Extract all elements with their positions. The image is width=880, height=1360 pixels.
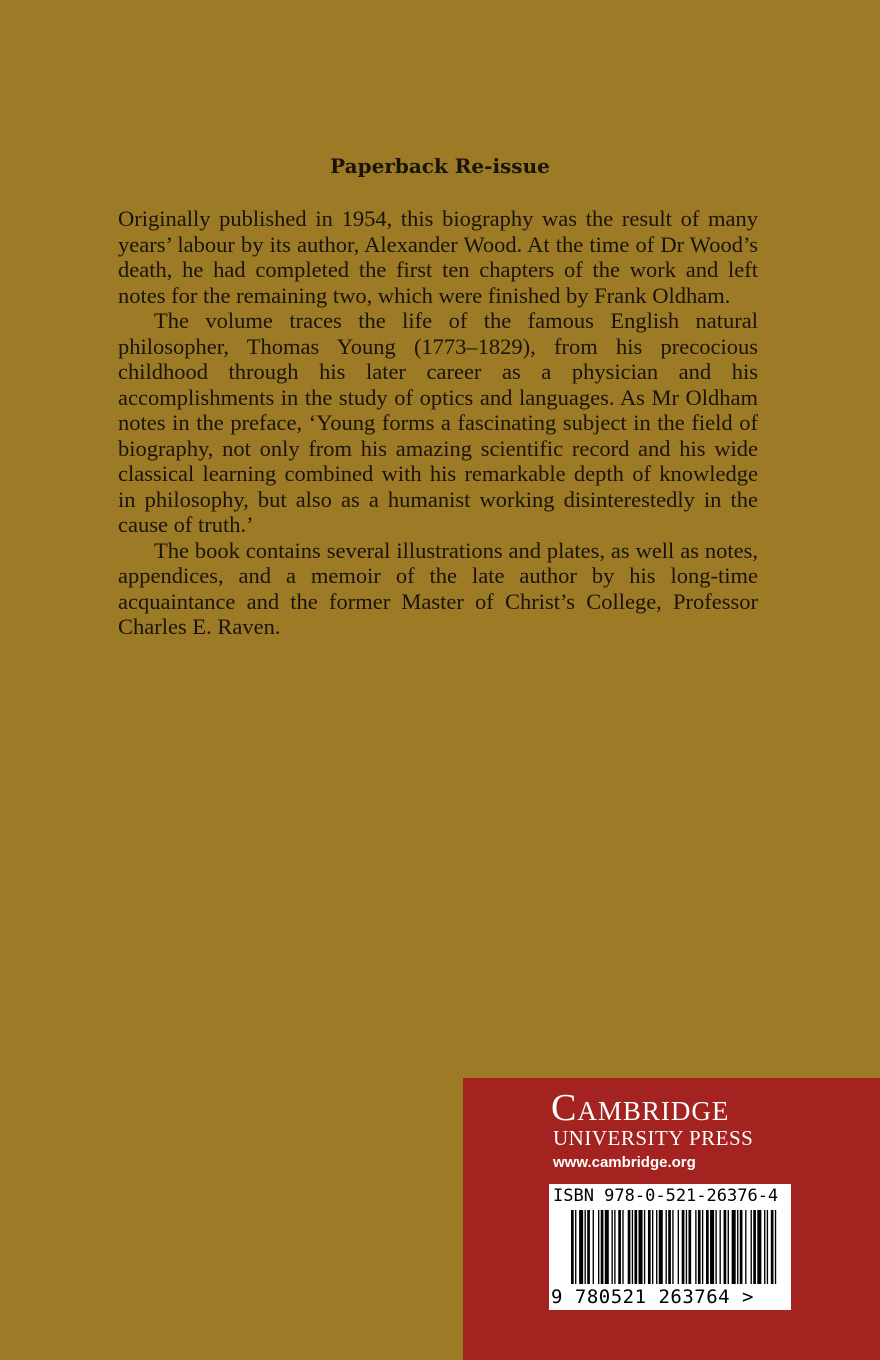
barcode-bar xyxy=(612,1210,613,1284)
barcode-bar xyxy=(706,1210,709,1284)
barcode-bar xyxy=(585,1210,586,1284)
publisher-url: www.cambridge.org xyxy=(553,1154,696,1171)
barcode-bar xyxy=(614,1210,615,1284)
barcode-digits: 9 780521 263764 > xyxy=(551,1286,754,1308)
barcode-bar xyxy=(605,1210,609,1284)
blurb-paragraph-3: The book contains several illustrations and plates, as well as notes, appendices, and a memoir of the late author by his long-time acquaintance and the former Master of Christ’s College, Professor Charles E. Raven. xyxy=(118,537,758,639)
barcode-bar xyxy=(632,1210,633,1284)
barcode-bar xyxy=(764,1210,765,1284)
barcode-bar xyxy=(698,1210,701,1284)
barcode-bar xyxy=(751,1210,752,1284)
barcode-bar xyxy=(622,1210,623,1284)
blurb-paragraph-1: Originally published in 1954, this biography was the result of many years’ labour by its author, Alexander Wood. At the time of Dr Wood’s death, he had completed the first ten chapters of the work and left notes for the remaining two, which were finished by Frank Oldham. xyxy=(118,206,758,308)
barcode-bar xyxy=(579,1210,583,1284)
barcode-bar xyxy=(688,1210,691,1284)
reissue-heading: Paperback Re-issue xyxy=(330,154,550,178)
barcode-bar xyxy=(702,1210,703,1284)
barcode-box xyxy=(549,1184,791,1310)
barcode-bar xyxy=(737,1210,738,1284)
barcode-bar xyxy=(740,1210,743,1284)
cover-blurb xyxy=(118,206,758,640)
blurb-paragraph-2: The volume traces the life of the famous English natural philosopher, Thomas Young (1773–1829), from his precocious childhood through his later career as a physician and his accomplishments in the study of optics and languages. As Mr Oldham notes in the preface, ‘Young forms a fascinating subject in the field of biography, not only from his amazing scientific record and his wide classical learning combined with his remarkable depth of knowledge in philosophy, but also as a humanist working disinterestedly in the cause of truth.’ xyxy=(118,308,758,537)
barcode-bar xyxy=(648,1210,651,1284)
barcode-bar xyxy=(656,1210,657,1284)
barcode-bar xyxy=(598,1210,599,1284)
barcode-bar xyxy=(652,1210,653,1284)
barcode-bar xyxy=(710,1210,714,1284)
isbn-label: ISBN 978-0-521-26376-4 xyxy=(553,1186,779,1206)
barcode-bar xyxy=(682,1210,685,1284)
barcode-bar xyxy=(715,1210,716,1284)
barcode-bar xyxy=(618,1210,621,1284)
publisher-name: Cambridge xyxy=(551,1087,730,1129)
barcode-bar xyxy=(644,1210,645,1284)
barcode-bar xyxy=(745,1210,746,1284)
barcode-bar xyxy=(639,1210,643,1284)
barcode-bar xyxy=(753,1210,756,1284)
publisher-block xyxy=(463,1078,880,1360)
barcode-bar xyxy=(659,1210,663,1284)
barcode-bar xyxy=(728,1210,729,1284)
barcode-bar xyxy=(587,1210,590,1284)
barcode-bar xyxy=(724,1210,727,1284)
barcode-bar xyxy=(720,1210,721,1284)
barcode-bar xyxy=(668,1210,671,1284)
barcode-bar xyxy=(593,1210,594,1284)
barcode-bar xyxy=(672,1210,673,1284)
barcode-bar xyxy=(628,1210,631,1284)
barcode-bar xyxy=(571,1210,574,1284)
barcode-bar xyxy=(686,1210,687,1284)
barcode-bar xyxy=(634,1210,637,1284)
barcode-bar xyxy=(767,1210,768,1284)
barcode-bar xyxy=(575,1210,576,1284)
barcode-bar xyxy=(771,1210,774,1284)
barcode-bar xyxy=(678,1210,679,1284)
barcode-bar xyxy=(732,1210,736,1284)
barcode-bar xyxy=(775,1210,776,1284)
barcode-bar xyxy=(601,1210,604,1284)
publisher-subtitle: UNIVERSITY PRESS xyxy=(553,1126,754,1150)
barcode-bar xyxy=(757,1210,761,1284)
barcode-bar xyxy=(666,1210,667,1284)
barcode-bar xyxy=(695,1210,696,1284)
